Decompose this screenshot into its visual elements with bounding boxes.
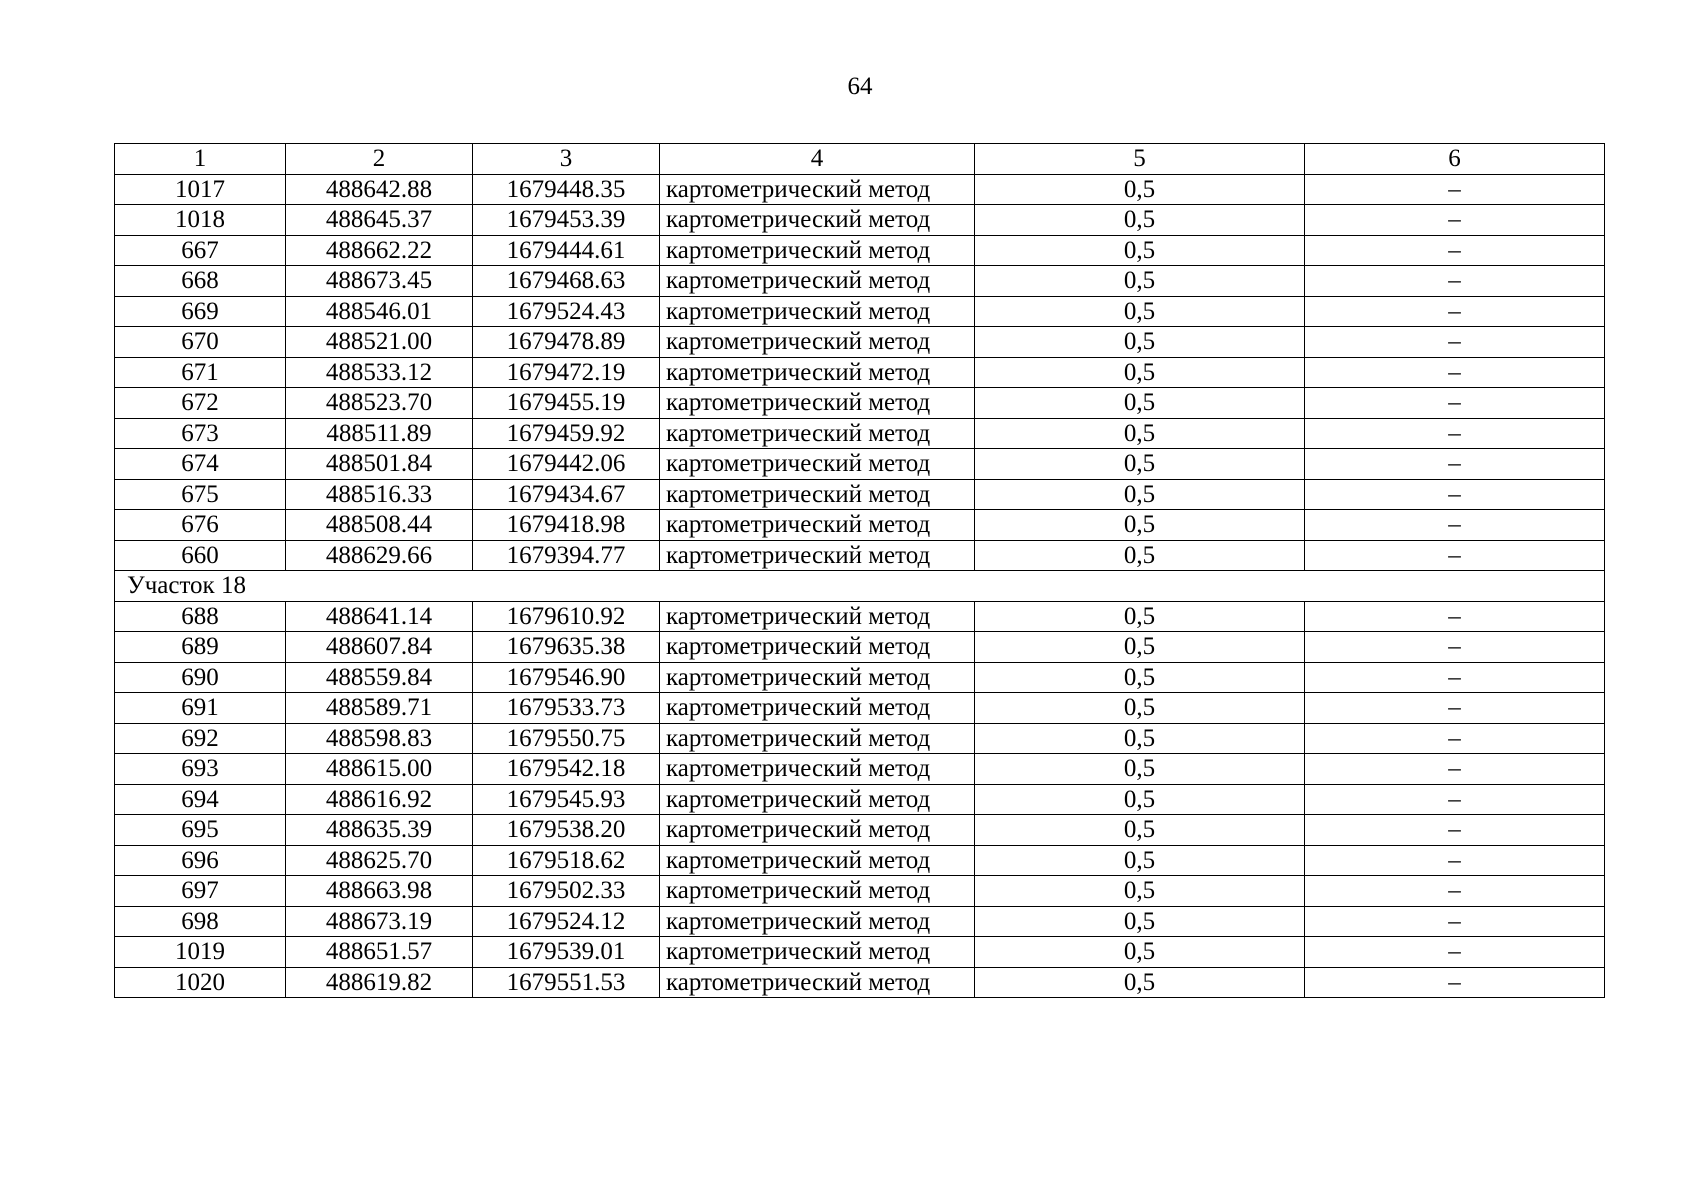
point-number-cell: 676: [115, 510, 286, 541]
method-cell: картометрический метод: [660, 693, 975, 724]
point-number-cell: 688: [115, 601, 286, 632]
x-coordinate-cell: 488645.37: [286, 205, 473, 236]
header-cell: 5: [975, 144, 1305, 175]
accuracy-cell: 0,5: [975, 327, 1305, 358]
accuracy-cell: 0,5: [975, 815, 1305, 846]
x-coordinate-cell: 488511.89: [286, 418, 473, 449]
method-cell: картометрический метод: [660, 967, 975, 998]
table-row: [115, 540, 1605, 571]
point-number-cell: 672: [115, 388, 286, 419]
description-cell: –: [1305, 357, 1605, 388]
point-number-cell: 694: [115, 784, 286, 815]
x-coordinate-cell: 488501.84: [286, 449, 473, 480]
x-coordinate-cell: 488521.00: [286, 327, 473, 358]
method-cell: картометрический метод: [660, 266, 975, 297]
section-title: Участок 18: [115, 571, 1605, 602]
header-cell: 4: [660, 144, 975, 175]
method-cell: картометрический метод: [660, 906, 975, 937]
point-number-cell: 698: [115, 906, 286, 937]
x-coordinate-cell: 488673.19: [286, 906, 473, 937]
y-coordinate-cell: 1679434.67: [473, 479, 660, 510]
method-cell: картометрический метод: [660, 754, 975, 785]
point-number-cell: 697: [115, 876, 286, 907]
x-coordinate-cell: 488662.22: [286, 235, 473, 266]
point-number-cell: 671: [115, 357, 286, 388]
y-coordinate-cell: 1679418.98: [473, 510, 660, 541]
y-coordinate-cell: 1679538.20: [473, 815, 660, 846]
x-coordinate-cell: 488616.92: [286, 784, 473, 815]
y-coordinate-cell: 1679468.63: [473, 266, 660, 297]
point-number-cell: 691: [115, 693, 286, 724]
accuracy-cell: 0,5: [975, 388, 1305, 419]
method-cell: картометрический метод: [660, 296, 975, 327]
table-row: [115, 723, 1605, 754]
description-cell: –: [1305, 418, 1605, 449]
header-cell: 2: [286, 144, 473, 175]
y-coordinate-cell: 1679545.93: [473, 784, 660, 815]
x-coordinate-cell: 488629.66: [286, 540, 473, 571]
description-cell: –: [1305, 662, 1605, 693]
point-number-cell: 673: [115, 418, 286, 449]
header-cell: 6: [1305, 144, 1605, 175]
accuracy-cell: 0,5: [975, 845, 1305, 876]
table-row: [115, 601, 1605, 632]
accuracy-cell: 0,5: [975, 449, 1305, 480]
method-cell: картометрический метод: [660, 510, 975, 541]
x-coordinate-cell: 488663.98: [286, 876, 473, 907]
point-number-cell: 670: [115, 327, 286, 358]
accuracy-cell: 0,5: [975, 174, 1305, 205]
point-number-cell: 1018: [115, 205, 286, 236]
y-coordinate-cell: 1679546.90: [473, 662, 660, 693]
description-cell: –: [1305, 449, 1605, 480]
method-cell: картометрический метод: [660, 418, 975, 449]
x-coordinate-cell: 488508.44: [286, 510, 473, 541]
method-cell: картометрический метод: [660, 601, 975, 632]
table-row: [115, 967, 1605, 998]
table-row: [115, 845, 1605, 876]
description-cell: –: [1305, 601, 1605, 632]
accuracy-cell: 0,5: [975, 876, 1305, 907]
accuracy-cell: 0,5: [975, 235, 1305, 266]
table-row: [115, 510, 1605, 541]
y-coordinate-cell: 1679533.73: [473, 693, 660, 724]
method-cell: картометрический метод: [660, 327, 975, 358]
method-cell: картометрический метод: [660, 723, 975, 754]
y-coordinate-cell: 1679472.19: [473, 357, 660, 388]
method-cell: картометрический метод: [660, 540, 975, 571]
y-coordinate-cell: 1679448.35: [473, 174, 660, 205]
x-coordinate-cell: 488598.83: [286, 723, 473, 754]
table-row: [115, 662, 1605, 693]
accuracy-cell: 0,5: [975, 723, 1305, 754]
method-cell: картометрический метод: [660, 205, 975, 236]
accuracy-cell: 0,5: [975, 418, 1305, 449]
y-coordinate-cell: 1679394.77: [473, 540, 660, 571]
table-row: [115, 815, 1605, 846]
accuracy-cell: 0,5: [975, 754, 1305, 785]
y-coordinate-cell: 1679542.18: [473, 754, 660, 785]
y-coordinate-cell: 1679442.06: [473, 449, 660, 480]
table-row: [115, 296, 1605, 327]
method-cell: картометрический метод: [660, 388, 975, 419]
description-cell: –: [1305, 632, 1605, 663]
description-cell: –: [1305, 296, 1605, 327]
point-number-cell: 690: [115, 662, 286, 693]
table-row: [115, 266, 1605, 297]
y-coordinate-cell: 1679550.75: [473, 723, 660, 754]
table-row: [115, 388, 1605, 419]
y-coordinate-cell: 1679502.33: [473, 876, 660, 907]
description-cell: –: [1305, 723, 1605, 754]
point-number-cell: 695: [115, 815, 286, 846]
accuracy-cell: 0,5: [975, 205, 1305, 236]
y-coordinate-cell: 1679453.39: [473, 205, 660, 236]
table-row: [115, 418, 1605, 449]
method-cell: картометрический метод: [660, 876, 975, 907]
y-coordinate-cell: 1679539.01: [473, 937, 660, 968]
accuracy-cell: 0,5: [975, 784, 1305, 815]
description-cell: –: [1305, 937, 1605, 968]
accuracy-cell: 0,5: [975, 479, 1305, 510]
x-coordinate-cell: 488673.45: [286, 266, 473, 297]
x-coordinate-cell: 488619.82: [286, 967, 473, 998]
y-coordinate-cell: 1679455.19: [473, 388, 660, 419]
method-cell: картометрический метод: [660, 449, 975, 480]
description-cell: –: [1305, 388, 1605, 419]
accuracy-cell: 0,5: [975, 967, 1305, 998]
description-cell: –: [1305, 845, 1605, 876]
description-cell: –: [1305, 906, 1605, 937]
x-coordinate-cell: 488523.70: [286, 388, 473, 419]
accuracy-cell: 0,5: [975, 510, 1305, 541]
description-cell: –: [1305, 876, 1605, 907]
header-cell: 3: [473, 144, 660, 175]
x-coordinate-cell: 488589.71: [286, 693, 473, 724]
point-number-cell: 696: [115, 845, 286, 876]
accuracy-cell: 0,5: [975, 266, 1305, 297]
description-cell: –: [1305, 967, 1605, 998]
method-cell: картометрический метод: [660, 632, 975, 663]
description-cell: –: [1305, 235, 1605, 266]
point-number-cell: 693: [115, 754, 286, 785]
table-row: [115, 479, 1605, 510]
x-coordinate-cell: 488635.39: [286, 815, 473, 846]
accuracy-cell: 0,5: [975, 296, 1305, 327]
x-coordinate-cell: 488607.84: [286, 632, 473, 663]
method-cell: картометрический метод: [660, 174, 975, 205]
method-cell: картометрический метод: [660, 662, 975, 693]
accuracy-cell: 0,5: [975, 937, 1305, 968]
description-cell: –: [1305, 815, 1605, 846]
point-number-cell: 667: [115, 235, 286, 266]
table-row: [115, 906, 1605, 937]
table-row: [115, 174, 1605, 205]
page-number: 64: [847, 73, 873, 100]
method-cell: картометрический метод: [660, 845, 975, 876]
accuracy-cell: 0,5: [975, 357, 1305, 388]
point-number-cell: 675: [115, 479, 286, 510]
y-coordinate-cell: 1679635.38: [473, 632, 660, 663]
table-body: [115, 144, 1605, 998]
accuracy-cell: 0,5: [975, 632, 1305, 663]
x-coordinate-cell: 488651.57: [286, 937, 473, 968]
table-row: [115, 693, 1605, 724]
description-cell: –: [1305, 510, 1605, 541]
x-coordinate-cell: 488642.88: [286, 174, 473, 205]
table-header-row: [115, 144, 1605, 175]
y-coordinate-cell: 1679524.43: [473, 296, 660, 327]
coordinates-table: [114, 143, 1605, 998]
x-coordinate-cell: 488641.14: [286, 601, 473, 632]
table-row: [115, 205, 1605, 236]
x-coordinate-cell: 488625.70: [286, 845, 473, 876]
description-cell: –: [1305, 174, 1605, 205]
x-coordinate-cell: 488546.01: [286, 296, 473, 327]
table-row: [115, 876, 1605, 907]
method-cell: картометрический метод: [660, 815, 975, 846]
y-coordinate-cell: 1679478.89: [473, 327, 660, 358]
table-row: [115, 754, 1605, 785]
description-cell: –: [1305, 266, 1605, 297]
table-row: [115, 632, 1605, 663]
x-coordinate-cell: 488516.33: [286, 479, 473, 510]
table-row: [115, 784, 1605, 815]
table-row: [115, 357, 1605, 388]
point-number-cell: 668: [115, 266, 286, 297]
description-cell: –: [1305, 205, 1605, 236]
description-cell: –: [1305, 784, 1605, 815]
y-coordinate-cell: 1679518.62: [473, 845, 660, 876]
accuracy-cell: 0,5: [975, 662, 1305, 693]
y-coordinate-cell: 1679459.92: [473, 418, 660, 449]
x-coordinate-cell: 488615.00: [286, 754, 473, 785]
accuracy-cell: 0,5: [975, 540, 1305, 571]
point-number-cell: 674: [115, 449, 286, 480]
point-number-cell: 669: [115, 296, 286, 327]
description-cell: –: [1305, 754, 1605, 785]
point-number-cell: 660: [115, 540, 286, 571]
accuracy-cell: 0,5: [975, 906, 1305, 937]
method-cell: картометрический метод: [660, 479, 975, 510]
description-cell: –: [1305, 327, 1605, 358]
y-coordinate-cell: 1679610.92: [473, 601, 660, 632]
method-cell: картометрический метод: [660, 784, 975, 815]
y-coordinate-cell: 1679524.12: [473, 906, 660, 937]
description-cell: –: [1305, 693, 1605, 724]
section-row: [115, 571, 1605, 602]
point-number-cell: 692: [115, 723, 286, 754]
x-coordinate-cell: 488533.12: [286, 357, 473, 388]
description-cell: –: [1305, 540, 1605, 571]
point-number-cell: 689: [115, 632, 286, 663]
y-coordinate-cell: 1679551.53: [473, 967, 660, 998]
table-row: [115, 235, 1605, 266]
table-row: [115, 327, 1605, 358]
y-coordinate-cell: 1679444.61: [473, 235, 660, 266]
table-row: [115, 937, 1605, 968]
method-cell: картометрический метод: [660, 937, 975, 968]
table-row: [115, 449, 1605, 480]
x-coordinate-cell: 488559.84: [286, 662, 473, 693]
header-cell: 1: [115, 144, 286, 175]
method-cell: картометрический метод: [660, 357, 975, 388]
accuracy-cell: 0,5: [975, 601, 1305, 632]
point-number-cell: 1020: [115, 967, 286, 998]
point-number-cell: 1019: [115, 937, 286, 968]
point-number-cell: 1017: [115, 174, 286, 205]
method-cell: картометрический метод: [660, 235, 975, 266]
accuracy-cell: 0,5: [975, 693, 1305, 724]
description-cell: –: [1305, 479, 1605, 510]
